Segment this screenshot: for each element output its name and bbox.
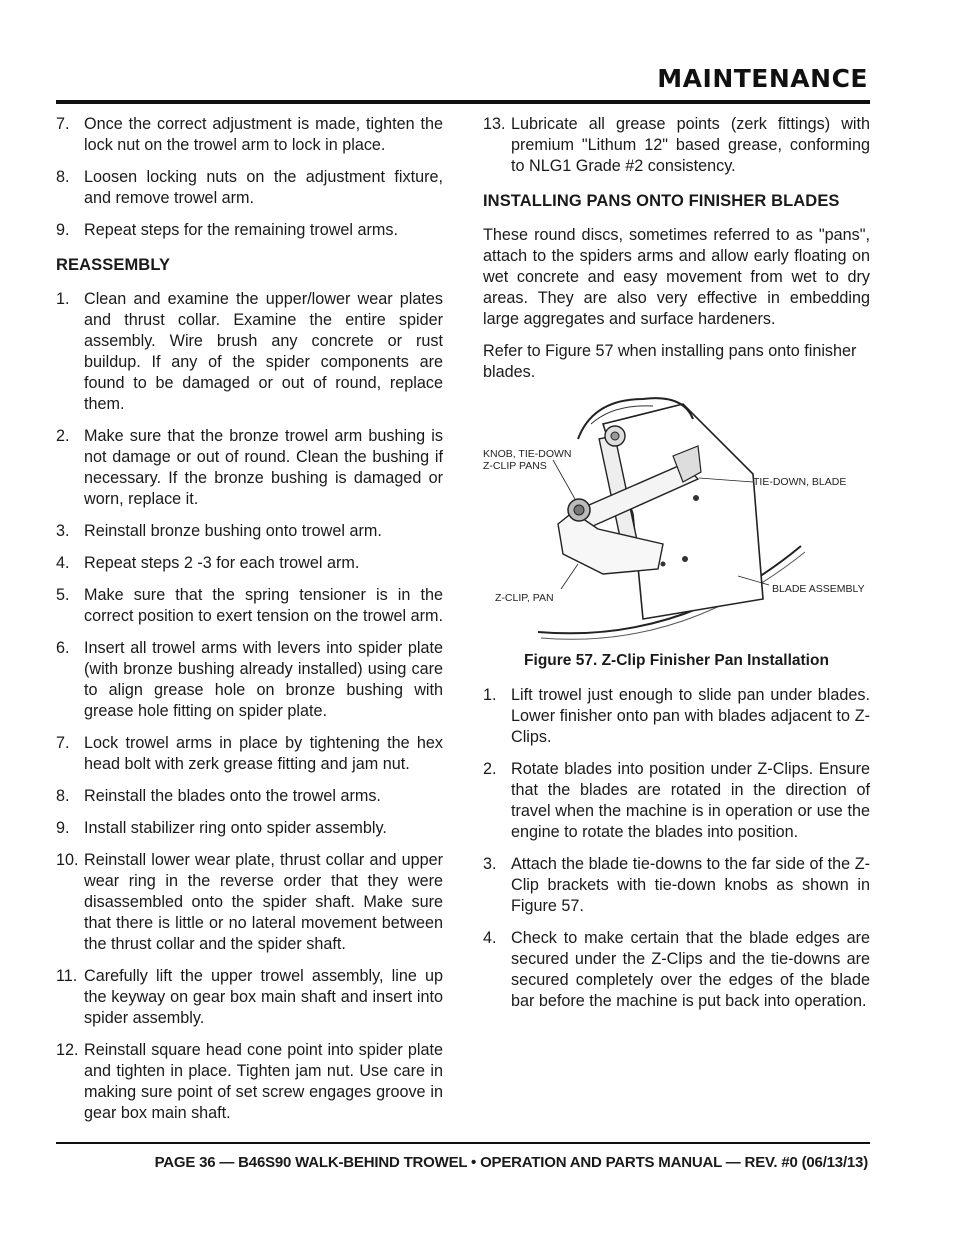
item-text: Make sure that the bronze trowel arm bushing is not damage or out of round. Clean the bushing if necessary. If the bronze bushing is damaged or worn, replace it. (84, 427, 443, 508)
item-text: Lift trowel just enough to slide pan under blades. Lower finisher onto pan with blades adjacent to Z-Clips. (511, 686, 870, 746)
label-knob-tiedown (483, 448, 571, 472)
label-tiedown-blade: TIE-DOWN, BLADE (753, 476, 847, 488)
item-text: Reinstall square head cone point into spider plate and tighten in place. Tighten jam nut. Use care in making sure point of set screw engages groove in gear box main shaft. (84, 1041, 443, 1122)
item-text: Carefully lift the upper trowel assembly, line up the keyway on gear box main shaft and insert into spider assembly. (84, 967, 443, 1027)
label-knob-line-1: KNOB, TIE-DOWN (483, 448, 572, 460)
list-item (56, 167, 443, 209)
item-number: 12. (56, 1041, 79, 1059)
item-number: 4. (483, 929, 497, 947)
reassembly-heading: REASSEMBLY (56, 256, 171, 274)
item-number: 7. (56, 734, 70, 752)
list-item (56, 733, 443, 775)
item-number: 2. (483, 760, 497, 778)
label-zclip-pan: Z-CLIP, PAN (495, 592, 554, 604)
item-number: 11. (56, 967, 78, 985)
item-text: Repeat steps for the remaining trowel arms. (84, 221, 398, 239)
item-number: 7. (56, 115, 70, 133)
list-item (56, 638, 443, 722)
list-item (483, 759, 870, 843)
right-column (483, 114, 870, 1023)
label-knob-line-2: Z-CLIP PANS (483, 460, 547, 472)
list-item (56, 114, 443, 156)
z-clip-pan-illustration (483, 394, 870, 644)
item-text: Make sure that the spring tensioner is in the correct position to exert tension on the trowel arm. (84, 586, 443, 625)
item-number: 3. (56, 522, 70, 540)
list-item (56, 1040, 443, 1124)
refer-text: Refer to Figure 57 when installing pans onto finisher blades. (483, 342, 857, 381)
list-item (56, 585, 443, 627)
label-blade-assembly: BLADE ASSEMBLY (772, 583, 865, 595)
item-text: Clean and examine the upper/lower wear plates and thrust collar. Examine the entire spider assembly. Wire brush any concrete or rust buildup. If any of the spider components are found to be damaged or out of round, replace them. (84, 290, 443, 413)
item-text: Rotate blades into position under Z-Clips. Ensure that the blades are rotated in the direction of travel when the machine is in operation or use the engine to rotate the blades into position. (511, 760, 870, 841)
item-text: Install stabilizer ring onto spider assembly. (84, 819, 387, 837)
list-item (483, 928, 870, 1012)
pans-intro: These round discs, sometimes referred to as "pans", attach to the spiders arms and allow early floating on wet concrete and easy movement from wet to dry areas. They are also very effective in embedding large aggregates and surface hardeners. (483, 226, 870, 328)
item-number: 5. (56, 586, 70, 604)
left-column (56, 114, 443, 1135)
list-item (56, 850, 443, 955)
item-text: Reinstall bronze bushing onto trowel arm. (84, 522, 382, 540)
list-item (56, 966, 443, 1029)
item-text: Reinstall lower wear plate, thrust collar and upper wear ring in the reverse order that they were disassembled onto the spider shaft. Make sure that there is little or no lateral movement between the thrust collar and the spider shaft. (84, 851, 443, 953)
item-number: 9. (56, 221, 70, 239)
list-item (56, 553, 443, 574)
list-item (56, 521, 443, 542)
item-text: Check to make certain that the blade edges are secured under the Z-Clips and the tie-downs are secured completely over the edges of the blade bar before the machine is put back into operation. (511, 929, 870, 1010)
item-text: Lubricate all grease points (zerk fittings) with premium "Lithum 12" based grease, conforming to NLG1 Grade #2 consistency. (511, 115, 870, 175)
item-number: 10. (56, 851, 79, 869)
item-number: 2. (56, 427, 70, 445)
list-item (56, 289, 443, 415)
list-item (56, 786, 443, 807)
item-text: Insert all trowel arms with levers into spider plate (with bronze bushing already installed) using care to align grease hole on bronze bushing with grease hole fitting on spider plate. (84, 639, 443, 720)
item-number: 6. (56, 639, 70, 657)
footer-rule (56, 1142, 870, 1144)
item-number: 13. (483, 115, 506, 133)
item-number: 1. (483, 686, 497, 704)
figure-57 (483, 394, 870, 644)
page-footer: PAGE 36 — B46S90 WALK-BEHIND TROWEL • OPERATION AND PARTS MANUAL — REV. #0 (06/13/13) (154, 1154, 868, 1171)
item-number: 4. (56, 554, 70, 572)
item-number: 8. (56, 168, 70, 186)
list-item (56, 426, 443, 510)
list-item (483, 685, 870, 748)
item-text: Repeat steps 2 -3 for each trowel arm. (84, 554, 360, 572)
list-item (483, 854, 870, 917)
item-text: Attach the blade tie-downs to the far side of the Z-Clip brackets with tie-down knobs as shown in Figure 57. (511, 855, 870, 915)
item-number: 1. (56, 290, 70, 308)
item-text: Reinstall the blades onto the trowel arms. (84, 787, 381, 805)
pans-heading: INSTALLING PANS ONTO FINISHER BLADES (483, 192, 840, 210)
page-title: MAINTENANCE (657, 64, 868, 93)
list-item (483, 114, 870, 177)
list-item (56, 220, 443, 241)
item-number: 8. (56, 787, 70, 805)
list-item (56, 818, 443, 839)
figure-caption: Figure 57. Z-Clip Finisher Pan Installation (524, 652, 829, 669)
header-rule (56, 100, 870, 104)
item-text: Loosen locking nuts on the adjustment fixture, and remove trowel arm. (84, 168, 443, 207)
item-number: 9. (56, 819, 70, 837)
item-text: Lock trowel arms in place by tightening the hex head bolt with zerk grease fitting and jam nut. (84, 734, 443, 773)
item-number: 3. (483, 855, 497, 873)
item-text: Once the correct adjustment is made, tighten the lock nut on the trowel arm to lock in place. (84, 115, 443, 154)
